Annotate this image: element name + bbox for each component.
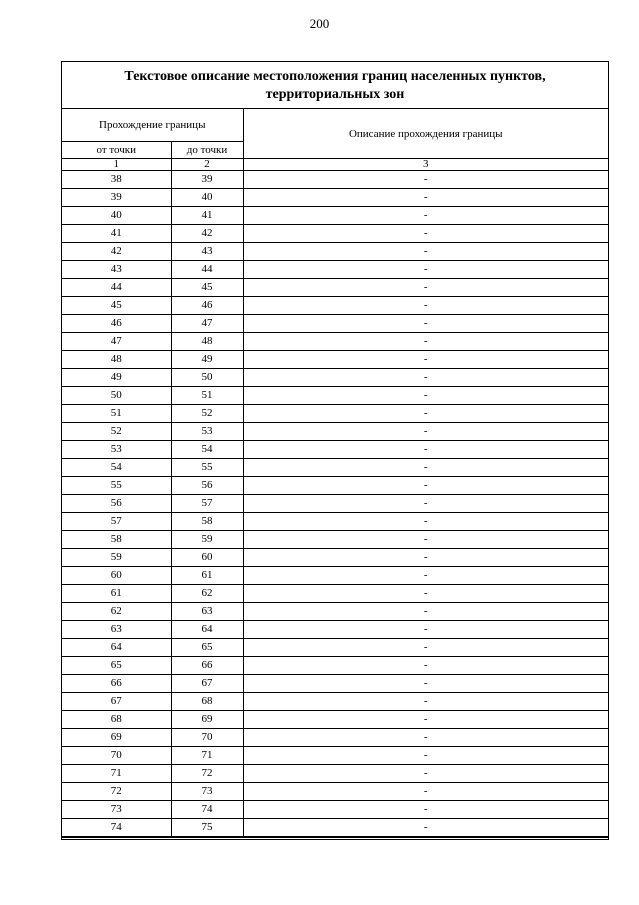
- description-cell: -: [243, 567, 608, 585]
- table-row: [62, 279, 608, 297]
- table-row: [62, 459, 608, 477]
- from-point-cell: 48: [62, 351, 171, 369]
- table-row: [62, 747, 608, 765]
- to-point-cell: 56: [171, 477, 243, 495]
- table-row: [62, 261, 608, 279]
- header-passage: Прохождение границы: [62, 109, 243, 142]
- to-point-cell: 72: [171, 765, 243, 783]
- from-point-cell: 42: [62, 243, 171, 261]
- from-point-cell: 68: [62, 711, 171, 729]
- to-point-cell: 49: [171, 351, 243, 369]
- from-point-cell: 58: [62, 531, 171, 549]
- to-point-cell: 55: [171, 459, 243, 477]
- to-point-cell: 74: [171, 801, 243, 819]
- column-number-1: 1: [62, 159, 171, 171]
- table-row: [62, 621, 608, 639]
- from-point-cell: 74: [62, 819, 171, 837]
- to-point-cell: 43: [171, 243, 243, 261]
- table-row: [62, 765, 608, 783]
- from-point-cell: 59: [62, 549, 171, 567]
- table-row: [62, 477, 608, 495]
- to-point-cell: 54: [171, 441, 243, 459]
- to-point-cell: 58: [171, 513, 243, 531]
- table-body: [62, 171, 608, 837]
- from-point-cell: 56: [62, 495, 171, 513]
- to-point-cell: 50: [171, 369, 243, 387]
- table-row: [62, 639, 608, 657]
- from-point-cell: 50: [62, 387, 171, 405]
- to-point-cell: 40: [171, 189, 243, 207]
- from-point-cell: 70: [62, 747, 171, 765]
- table-row: [62, 549, 608, 567]
- description-cell: -: [243, 765, 608, 783]
- to-point-cell: 68: [171, 693, 243, 711]
- to-point-cell: 39: [171, 171, 243, 189]
- description-cell: -: [243, 225, 608, 243]
- from-point-cell: 45: [62, 297, 171, 315]
- description-cell: -: [243, 747, 608, 765]
- from-point-cell: 52: [62, 423, 171, 441]
- to-point-cell: 59: [171, 531, 243, 549]
- column-number-3: 3: [243, 159, 608, 171]
- description-cell: -: [243, 387, 608, 405]
- from-point-cell: 41: [62, 225, 171, 243]
- table-row: [62, 225, 608, 243]
- from-point-cell: 72: [62, 783, 171, 801]
- table-row: [62, 369, 608, 387]
- description-cell: -: [243, 243, 608, 261]
- to-point-cell: 42: [171, 225, 243, 243]
- table-row: [62, 567, 608, 585]
- description-cell: -: [243, 333, 608, 351]
- table-row: [62, 729, 608, 747]
- table-row: [62, 405, 608, 423]
- table-row: [62, 297, 608, 315]
- table-row: [62, 783, 608, 801]
- description-cell: -: [243, 693, 608, 711]
- to-point-cell: 57: [171, 495, 243, 513]
- from-point-cell: 40: [62, 207, 171, 225]
- description-cell: -: [243, 657, 608, 675]
- from-point-cell: 49: [62, 369, 171, 387]
- from-point-cell: 63: [62, 621, 171, 639]
- from-point-cell: 65: [62, 657, 171, 675]
- to-point-cell: 75: [171, 819, 243, 837]
- description-cell: -: [243, 207, 608, 225]
- description-cell: -: [243, 171, 608, 189]
- to-point-cell: 60: [171, 549, 243, 567]
- from-point-cell: 47: [62, 333, 171, 351]
- table-row: [62, 351, 608, 369]
- from-point-cell: 61: [62, 585, 171, 603]
- table-row: [62, 171, 608, 189]
- header-from-point: от точки: [62, 142, 171, 159]
- description-cell: -: [243, 423, 608, 441]
- table-row: [62, 693, 608, 711]
- from-point-cell: 64: [62, 639, 171, 657]
- description-cell: -: [243, 405, 608, 423]
- table-row: [62, 819, 608, 837]
- from-point-cell: 39: [62, 189, 171, 207]
- description-cell: -: [243, 315, 608, 333]
- from-point-cell: 43: [62, 261, 171, 279]
- description-cell: -: [243, 621, 608, 639]
- to-point-cell: 46: [171, 297, 243, 315]
- description-cell: -: [243, 495, 608, 513]
- from-point-cell: 60: [62, 567, 171, 585]
- table-row: [62, 387, 608, 405]
- description-cell: -: [243, 801, 608, 819]
- from-point-cell: 54: [62, 459, 171, 477]
- page-number: 200: [309, 16, 330, 31]
- to-point-cell: 63: [171, 603, 243, 621]
- to-point-cell: 41: [171, 207, 243, 225]
- table-row: [62, 423, 608, 441]
- table-row: [62, 603, 608, 621]
- description-cell: -: [243, 261, 608, 279]
- from-point-cell: 71: [62, 765, 171, 783]
- table-row: [62, 585, 608, 603]
- table-row: [62, 441, 608, 459]
- from-point-cell: 62: [62, 603, 171, 621]
- table-row: [62, 495, 608, 513]
- to-point-cell: 65: [171, 639, 243, 657]
- column-number-2: 2: [171, 159, 243, 171]
- boundary-document: [61, 61, 609, 840]
- to-point-cell: 51: [171, 387, 243, 405]
- boundary-table: [62, 109, 608, 837]
- from-point-cell: 44: [62, 279, 171, 297]
- description-cell: -: [243, 819, 608, 837]
- from-point-cell: 55: [62, 477, 171, 495]
- description-cell: -: [243, 711, 608, 729]
- to-point-cell: 44: [171, 261, 243, 279]
- table-row: [62, 513, 608, 531]
- to-point-cell: 52: [171, 405, 243, 423]
- to-point-cell: 71: [171, 747, 243, 765]
- to-point-cell: 66: [171, 657, 243, 675]
- table-row: [62, 189, 608, 207]
- to-point-cell: 62: [171, 585, 243, 603]
- to-point-cell: 70: [171, 729, 243, 747]
- header-row-1: [62, 109, 608, 142]
- header-description: Описание прохождения границы: [243, 109, 608, 159]
- description-cell: -: [243, 459, 608, 477]
- description-cell: -: [243, 441, 608, 459]
- description-cell: -: [243, 675, 608, 693]
- table-bottom-rule: [62, 837, 608, 840]
- from-point-cell: 66: [62, 675, 171, 693]
- table-row: [62, 801, 608, 819]
- description-cell: -: [243, 369, 608, 387]
- header-to-point: до точки: [171, 142, 243, 159]
- to-point-cell: 48: [171, 333, 243, 351]
- description-cell: -: [243, 639, 608, 657]
- from-point-cell: 67: [62, 693, 171, 711]
- description-cell: -: [243, 549, 608, 567]
- to-point-cell: 53: [171, 423, 243, 441]
- from-point-cell: 57: [62, 513, 171, 531]
- description-cell: -: [243, 297, 608, 315]
- to-point-cell: 73: [171, 783, 243, 801]
- from-point-cell: 53: [62, 441, 171, 459]
- from-point-cell: 38: [62, 171, 171, 189]
- description-cell: -: [243, 279, 608, 297]
- from-point-cell: 69: [62, 729, 171, 747]
- description-cell: -: [243, 531, 608, 549]
- description-cell: -: [243, 783, 608, 801]
- description-cell: -: [243, 189, 608, 207]
- from-point-cell: 73: [62, 801, 171, 819]
- table-row: [62, 207, 608, 225]
- document-title-line-1: Текстовое описание местоположения границ населенных пунктов,: [124, 69, 546, 84]
- column-number-row: [62, 159, 608, 171]
- description-cell: -: [243, 513, 608, 531]
- table-row: [62, 531, 608, 549]
- to-point-cell: 64: [171, 621, 243, 639]
- description-cell: -: [243, 351, 608, 369]
- description-cell: -: [243, 729, 608, 747]
- to-point-cell: 45: [171, 279, 243, 297]
- from-point-cell: 51: [62, 405, 171, 423]
- table-row: [62, 243, 608, 261]
- description-cell: -: [243, 603, 608, 621]
- description-cell: -: [243, 477, 608, 495]
- to-point-cell: 61: [171, 567, 243, 585]
- from-point-cell: 46: [62, 315, 171, 333]
- document-title-line-2: территориальных зон: [265, 87, 405, 102]
- to-point-cell: 69: [171, 711, 243, 729]
- table-row: [62, 315, 608, 333]
- table-row: [62, 657, 608, 675]
- table-row: [62, 675, 608, 693]
- document-title: [62, 62, 608, 109]
- to-point-cell: 67: [171, 675, 243, 693]
- to-point-cell: 47: [171, 315, 243, 333]
- table-row: [62, 333, 608, 351]
- description-cell: -: [243, 585, 608, 603]
- table-row: [62, 711, 608, 729]
